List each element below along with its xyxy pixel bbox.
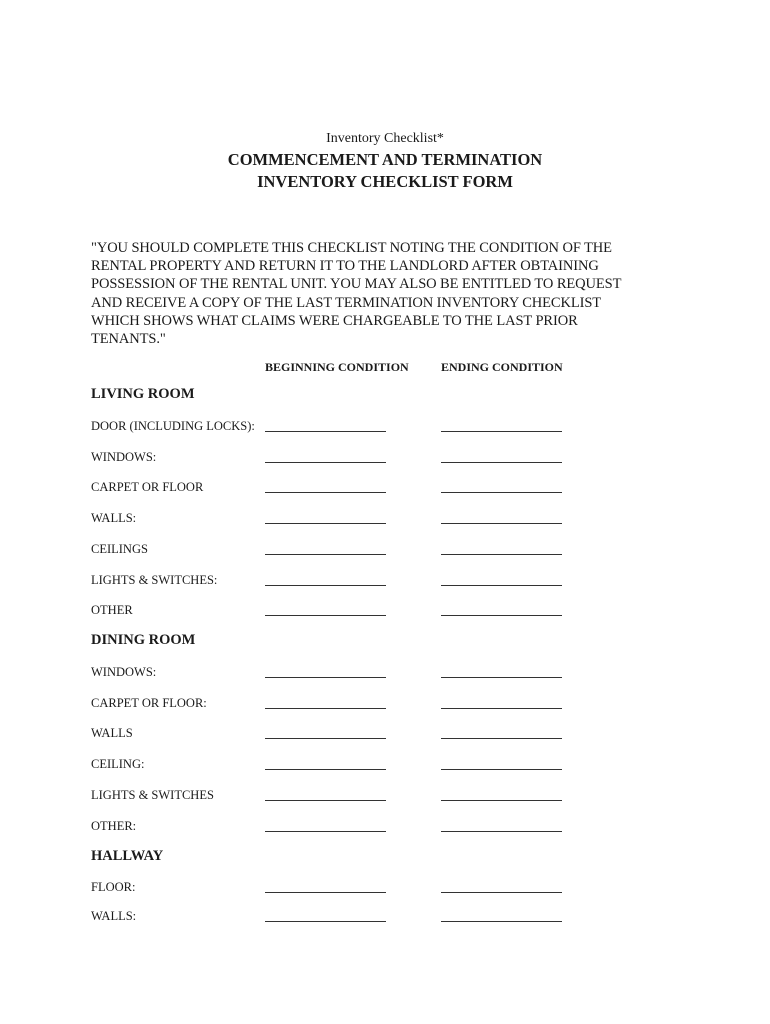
checklist-row xyxy=(0,665,770,685)
intro-line: TENANTS." xyxy=(91,331,166,348)
beginning-condition-field[interactable] xyxy=(265,585,386,586)
ending-condition-field[interactable] xyxy=(441,831,562,832)
ending-condition-field[interactable] xyxy=(441,523,562,524)
document-title-line-2: INVENTORY CHECKLIST FORM xyxy=(257,172,513,191)
beginning-condition-field[interactable] xyxy=(265,677,386,678)
item-label: LIGHTS & SWITCHES: xyxy=(91,573,218,587)
item-label: CARPET OR FLOOR xyxy=(91,480,204,494)
ending-condition-field[interactable] xyxy=(441,462,562,463)
ending-condition-field[interactable] xyxy=(441,492,562,493)
intro-paragraph xyxy=(91,239,691,348)
ending-condition-field[interactable] xyxy=(441,677,562,678)
document-subtitle: Inventory Checklist* xyxy=(326,131,444,146)
item-label: DOOR (INCLUDING LOCKS): xyxy=(91,419,255,433)
ending-condition-field[interactable] xyxy=(441,769,562,770)
item-label: LIGHTS & SWITCHES xyxy=(91,788,214,802)
beginning-condition-field[interactable] xyxy=(265,554,386,555)
checklist-row xyxy=(0,480,770,500)
checklist-row xyxy=(0,542,770,562)
item-label: CARPET OR FLOOR: xyxy=(91,696,207,710)
item-label: WALLS: xyxy=(91,909,137,923)
item-label: OTHER xyxy=(91,603,133,617)
beginning-condition-field[interactable] xyxy=(265,800,386,801)
ending-condition-field[interactable] xyxy=(441,708,562,709)
item-label: CEILING: xyxy=(91,757,145,771)
intro-line: RENTAL PROPERTY AND RETURN IT TO THE LANDLORD AFTER OBTAINING xyxy=(91,258,599,275)
section-heading-dining-room: DINING ROOM xyxy=(91,632,196,648)
beginning-condition-field[interactable] xyxy=(265,462,386,463)
intro-line: "YOU SHOULD COMPLETE THIS CHECKLIST NOTING THE CONDITION OF THE xyxy=(91,240,612,256)
ending-condition-field[interactable] xyxy=(441,738,562,739)
item-label: WINDOWS: xyxy=(91,450,157,464)
intro-line: WHICH SHOWS WHAT CLAIMS WERE CHARGEABLE TO THE LAST PRIOR xyxy=(91,312,578,329)
ending-condition-field[interactable] xyxy=(441,431,562,432)
beginning-condition-field[interactable] xyxy=(265,892,386,893)
checklist-row xyxy=(0,757,770,777)
beginning-condition-field[interactable] xyxy=(265,921,386,922)
checklist-row xyxy=(0,696,770,716)
column-header-ending: ENDING CONDITION xyxy=(441,360,563,374)
checklist-row xyxy=(0,726,770,746)
beginning-condition-field[interactable] xyxy=(265,615,386,616)
beginning-condition-field[interactable] xyxy=(265,769,386,770)
ending-condition-field[interactable] xyxy=(441,615,562,616)
intro-line: POSSESSION OF THE RENTAL UNIT. YOU MAY ALSO BE ENTITLED TO REQUEST xyxy=(91,276,622,293)
beginning-condition-field[interactable] xyxy=(265,708,386,709)
checklist-row xyxy=(0,909,770,929)
checklist-row xyxy=(0,788,770,808)
checklist-row xyxy=(0,573,770,593)
checklist-row xyxy=(0,819,770,839)
checklist-row xyxy=(0,603,770,623)
checklist-row xyxy=(0,450,770,470)
item-label: CEILINGS xyxy=(91,542,148,556)
item-label: FLOOR: xyxy=(91,880,136,894)
ending-condition-field[interactable] xyxy=(441,800,562,801)
beginning-condition-field[interactable] xyxy=(265,431,386,432)
beginning-condition-field[interactable] xyxy=(265,738,386,739)
ending-condition-field[interactable] xyxy=(441,892,562,893)
ending-condition-field[interactable] xyxy=(441,585,562,586)
section-heading-hallway: HALLWAY xyxy=(91,848,164,864)
beginning-condition-field[interactable] xyxy=(265,523,386,524)
item-label: WALLS: xyxy=(91,511,137,525)
column-header-beginning: BEGINNING CONDITION xyxy=(265,360,409,374)
item-label: OTHER: xyxy=(91,819,137,833)
checklist-row xyxy=(0,880,770,900)
intro-line: AND RECEIVE A COPY OF THE LAST TERMINATION INVENTORY CHECKLIST xyxy=(91,294,602,311)
item-label: WALLS xyxy=(91,726,133,740)
beginning-condition-field[interactable] xyxy=(265,492,386,493)
checklist-row xyxy=(0,511,770,531)
document-title-line-1: COMMENCEMENT AND TERMINATION xyxy=(227,150,543,169)
section-heading-living-room: LIVING ROOM xyxy=(91,386,195,402)
ending-condition-field[interactable] xyxy=(441,921,562,922)
checklist-row xyxy=(0,419,770,439)
item-label: WINDOWS: xyxy=(91,665,157,679)
beginning-condition-field[interactable] xyxy=(265,831,386,832)
ending-condition-field[interactable] xyxy=(441,554,562,555)
